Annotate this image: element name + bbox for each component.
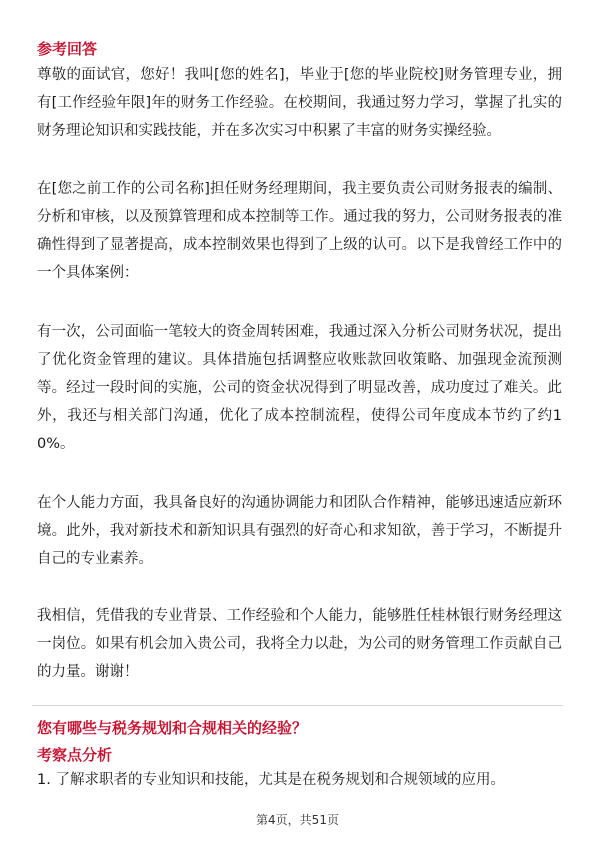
answer-paragraph-2: 在[您之前工作的公司名称]担任财务经理期间，我主要负责公司财务报表的编制、分析和审核，以及预算管理和成本控制等工作。通过我的努力，公司财务报表的准确性得到了显著提高，成本控制效果也得到了上级的认可。以下是我曾经工作中的一个具体案例： <box>37 181 562 281</box>
answer-heading: 参考回答 <box>37 40 98 58</box>
answer-paragraph-4: 在个人能力方面，我具备良好的沟通协调能力和团队合作精神，能够迅速适应新环境。此外，我对新技术和新知识具有强烈的好奇心和求知欲，善于学习，不断提升自己的专业素养。 <box>37 495 562 567</box>
section-divider <box>32 705 563 706</box>
next-question-title: 您有哪些与税务规划和合规相关的经验？ <box>37 719 308 737</box>
answer-paragraph-5: 我相信，凭借我的专业背景、工作经验和个人能力，能够胜任桂林银行财务经理这一岗位。如果有机会加入贵公司，我将全力以赴，为公司的财务管理工作贡献自己的力量。谢谢！ <box>37 608 562 680</box>
page-footer: 第4页，共51页 <box>256 813 339 827</box>
analysis-point-1: 1. 了解求职者的专业知识和技能，尤其是在税务规划和合规领域的应用。 <box>37 772 505 788</box>
answer-paragraph-1: 尊敬的面试官，您好！我叫[您的姓名]，毕业于[您的毕业院校]财务管理专业，拥有[工作经验年限]年的财务工作经验。在校期间，我通过努力学习，掌握了扎实的财务理论知识和实践技能，并在多次实习中积累了丰富的财务实操经验。 <box>37 67 562 139</box>
answer-paragraph-3: 有一次，公司面临一笔较大的资金周转困难，我通过深入分析公司财务状况，提出了优化资金管理的建议。具体措施包括调整应收账款回收策略、加强现金流预测等。经过一段时间的实施，公司的资金状况得到了明显改善，成功度过了难关。此外，我还与相关部门沟通，优化了成本控制流程，使得公司年度成本节约了约10%。 <box>37 324 562 452</box>
analysis-heading: 考察点分析 <box>37 746 113 764</box>
